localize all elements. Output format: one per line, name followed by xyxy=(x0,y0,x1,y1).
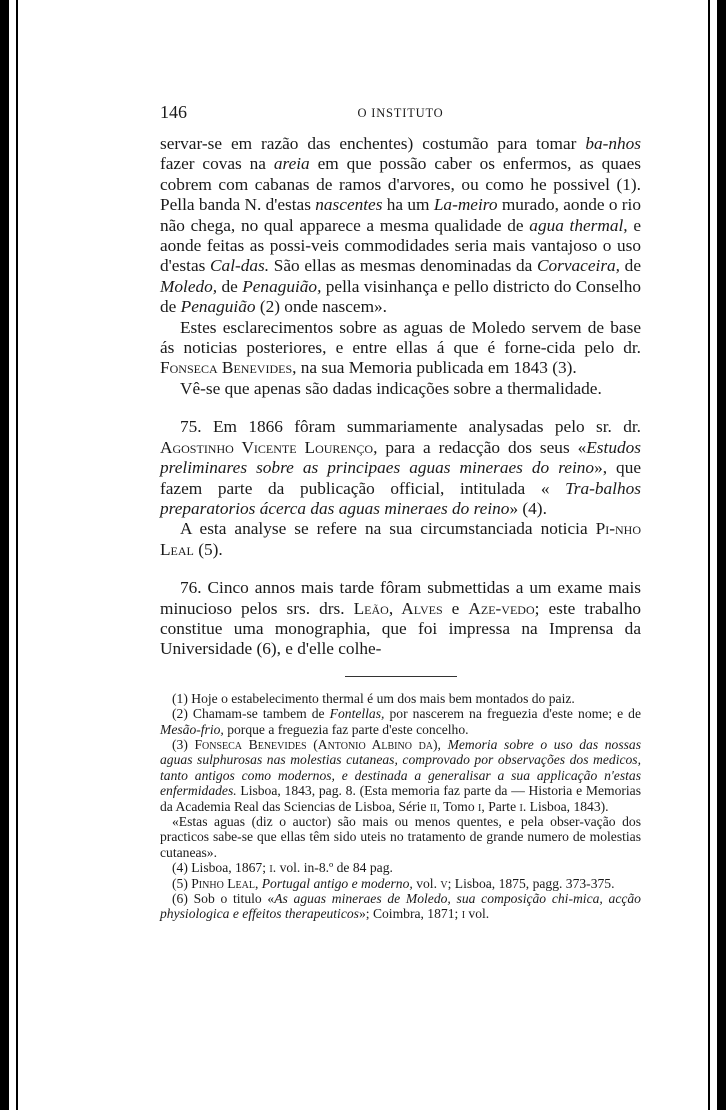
main-text xyxy=(160,134,641,660)
small-caps-run: Pinho Leal xyxy=(191,875,255,891)
text-run: ; Lisboa, 1875, pagg. 373-375. xyxy=(447,875,615,891)
scan-border-left-inner xyxy=(16,0,18,1110)
small-caps-run: i xyxy=(519,798,523,814)
text-run: «Estas aguas (diz o auctor) são mais ou menos quentes, e pela obser-vação dos practicos sabe-se que ellas têm sido uteis no tratamento de grande numero de molestias cutaneas». xyxy=(160,814,641,860)
footnote-divider xyxy=(345,676,457,677)
paragraph xyxy=(160,519,641,560)
page-header xyxy=(160,102,641,134)
text-run: . vol. in-8.º de 84 pag. xyxy=(272,860,393,876)
text-run: (1) Hoje o estabelecimento thermal é um dos mais bem montados do paiz. xyxy=(172,690,575,706)
small-caps-run: Fonseca Benevides xyxy=(160,358,293,378)
italic-run: Memoria sobre o uso das nossas aguas sulphurosas nas molestias cutaneas, comprovado por observações dos medicos, tanto antigos como modernos, e destinada a generalisar a sua applicação n'estas enfermidades. xyxy=(160,736,642,799)
text-run: »; Coimbra, 1871; xyxy=(358,906,462,922)
text-run: de xyxy=(620,256,641,276)
text-run: em que possão caber os enfermos, as quaes cobrem com cabanas de ramos d'arvores, ou como he possivel (1). Pella banda N. d'estas xyxy=(160,154,642,215)
small-caps-run: i xyxy=(461,906,466,922)
small-caps-run: Fonseca Benevides xyxy=(194,736,307,752)
paragraph xyxy=(160,379,641,399)
italic-run: agua thermal, xyxy=(529,215,628,235)
running-head: O INSTITUTO xyxy=(357,106,444,120)
paragraph xyxy=(160,134,641,318)
text-run: Vê-se que apenas são dadas indicações sobre a thermalidade. xyxy=(180,378,602,398)
text-run: , na sua Memoria publicada em 1843 (3). xyxy=(292,358,577,378)
text-run: , Parte xyxy=(481,798,520,814)
paragraph xyxy=(160,318,641,379)
scan-border-right xyxy=(717,0,726,1110)
italic-run: Penaguião xyxy=(180,297,256,317)
text-run: (3) xyxy=(172,736,195,752)
italic-run: Tra-balhos preparatorios ácerca das aguas mineraes do reino xyxy=(160,478,641,518)
italic-run: As aguas mineraes de Moledo, sua composição chi-mica, acção physiologica e effeitos therapeuticos xyxy=(160,891,641,922)
text-run: , xyxy=(254,875,262,891)
text-run: fazer covas na xyxy=(160,154,274,174)
text-run: e aonde feitas as possi-veis commodidades seria mais vantajoso o uso d'estas xyxy=(160,215,641,276)
small-caps-run: i xyxy=(269,860,273,876)
italic-run: Cal-das. xyxy=(210,256,270,276)
footnote-1 xyxy=(160,691,641,706)
italic-run: Moledo, xyxy=(160,276,218,296)
text-run: . Lisboa, 1843). xyxy=(522,798,609,814)
italic-run: Penaguião, xyxy=(242,276,322,296)
footnote-5 xyxy=(160,876,641,891)
text-run: 75. Em 1866 fôram summariamente analysadas pelo sr. dr. xyxy=(180,417,641,437)
italic-run: La-meiro xyxy=(433,195,498,215)
book-page xyxy=(160,102,641,922)
text-run: 76. Cinco annos mais tarde fôram submettidas a um exame mais minucioso pelos srs. drs. xyxy=(160,578,641,618)
text-run: por nascerem na freguezia d'este nome; e de xyxy=(384,706,641,722)
paragraph-76 xyxy=(160,578,641,660)
text-run: Estes esclarecimentos sobre as aguas de Moledo servem de base ás noticias posteriores, e entre ellas á que é forne-cida pelo dr. xyxy=(160,317,641,358)
text-run: e xyxy=(442,598,469,618)
text-run: murado, aonde o rio não chega, no qual apparece a mesma qualidade de xyxy=(160,195,641,235)
italic-run: Portugal antigo e moderno, xyxy=(261,875,413,891)
footnotes xyxy=(160,691,641,922)
text-run: ; este trabalho constitue uma monographia, que foi impressa na Imprensa da Universidade (6), e d'elle colhe- xyxy=(160,598,642,659)
italic-run: nascentes xyxy=(315,195,383,215)
scan-border-right-inner xyxy=(708,0,710,1110)
small-caps-run: Leão, Alves xyxy=(353,598,443,618)
italic-run: Mesão-frio, xyxy=(160,721,224,737)
text-run: », que fazem parte da publicação official, intitulada « xyxy=(160,458,642,498)
text-run: ( xyxy=(306,736,318,752)
small-caps-run: Pi-nho Leal xyxy=(160,519,641,559)
text-run: ), xyxy=(433,736,448,752)
small-caps-run: v xyxy=(440,875,448,891)
text-run: ha um xyxy=(382,195,434,215)
italic-run: Estudos preliminares sobre as principaes aguas mineraes do reino xyxy=(160,437,641,478)
text-run: de xyxy=(217,276,243,296)
text-run: (2) onde nascem». xyxy=(255,297,387,317)
footnote-6 xyxy=(160,891,641,922)
small-caps-run: Agostinho Vicente Lourenço xyxy=(160,437,374,457)
small-caps-run: ii xyxy=(429,798,437,814)
text-run: (5) xyxy=(172,875,192,891)
small-caps-run: i xyxy=(478,798,482,814)
text-run: vol. xyxy=(465,906,490,922)
text-run: A esta analyse se refere na sua circumstanciada noticia xyxy=(180,519,596,539)
paragraph-75 xyxy=(160,417,641,519)
text-run: pella visinhança e pello districto do Conselho de xyxy=(160,276,642,317)
text-run: porque a freguezia faz parte d'este concelho. xyxy=(223,721,469,737)
small-caps-run: Antonio Albino da xyxy=(317,736,434,752)
footnote-3-quote xyxy=(160,814,641,860)
text-run: , Tomo xyxy=(436,798,479,814)
text-run: Lisboa, 1843, pag. 8. (Esta memoria faz parte da — Historia e Memorias da Academia Real das Sciencias de Lisboa, Série xyxy=(160,783,641,814)
italic-run: ba-nhos xyxy=(585,134,641,153)
text-run: (6) Sob o titulo « xyxy=(172,891,275,907)
scan-border-left xyxy=(0,0,9,1110)
text-run: (2) Chamam-se tambem de xyxy=(172,706,330,722)
text-run: (4) Lisboa, 1867; xyxy=(172,860,270,876)
small-caps-run: Aze-vedo xyxy=(468,598,535,618)
italic-run: Corvaceira, xyxy=(536,256,620,276)
text-run: » (4). xyxy=(509,498,547,518)
footnote-2 xyxy=(160,706,641,737)
footnote-3 xyxy=(160,737,641,814)
text-run: (5). xyxy=(193,539,223,559)
italic-run: Fontellas, xyxy=(329,706,385,722)
text-run: vol. xyxy=(412,875,441,891)
text-run: servar-se em razão das enchentes) costumão para tomar xyxy=(160,134,586,153)
text-run: , para a redacção dos seus « xyxy=(373,437,587,457)
text-run: São ellas as mesmas denominadas da xyxy=(269,256,537,276)
italic-run: areia xyxy=(273,154,310,174)
footnote-4 xyxy=(160,860,641,875)
page-number: 146 xyxy=(160,102,187,122)
